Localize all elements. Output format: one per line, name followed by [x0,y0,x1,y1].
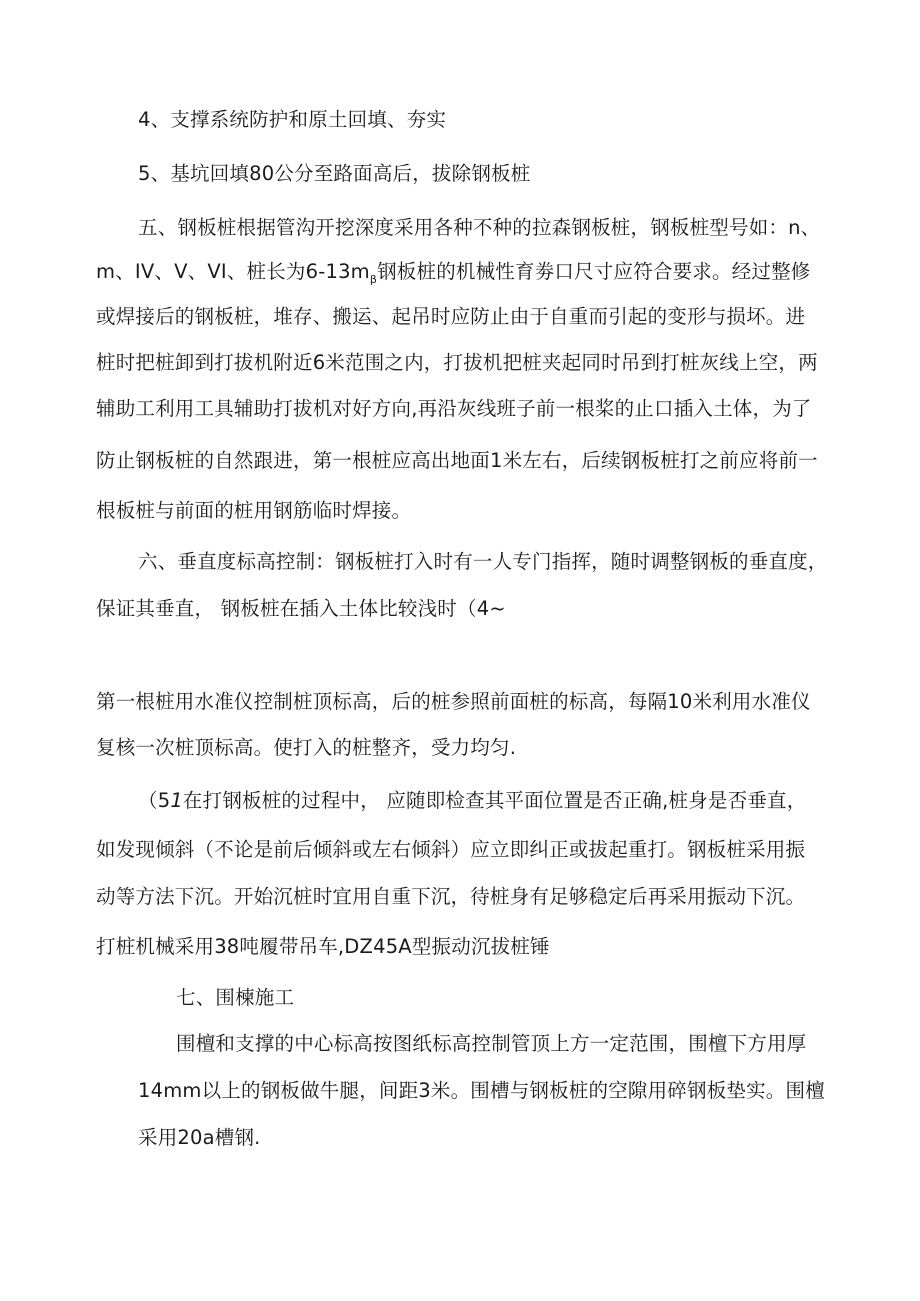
section-5-line-2-subscript: β [369,273,378,286]
section-7-line-2: 14mm以上的钢板做牛腿，间距3米。围槽与钢板桩的空隙用碎钢板垫实。围檀 [138,1079,825,1102]
section-5-line-6: 防止钢板桩的自然跟进，第一根桩应高出地面1米左右，后续钢板桩打之前应将前一 [96,449,818,472]
section-6-line-2: 保证其垂直， 钢板桩在插入土体比较浅时（4~ [96,597,506,620]
section-6-line-7: 动等方法下沉。开始沉桩时宜用自重下沉，待桩身有足够稳定后再采用振动下沉。 [96,885,806,908]
section-5-line-2-b: 钢板桩的机械性育劵口尺寸应符合要求。经过整修 [377,260,811,283]
section-6-line-4: 复核一次桩顶标高。使打入的桩整齐，受力均匀. [96,736,517,759]
section-5-line-1: 五、钢板桩根据管沟开挖深度采用各种不种的拉森钢板桩，钢板桩型号如：n、 [138,216,821,239]
section-5-line-3: 或焊接后的钢板桩，堆存、搬运、起吊时应防止由于自重而引起的变形与损坏。进 [96,305,806,328]
section-5-line-2 [96,260,811,292]
section-6-line-1: 六、垂直度标高控制：钢板桩打入时有一人专门指挥，随时调整钢板的垂直度， [138,550,828,573]
section-7-line-1: 围檀和支撑的中心标高按图纸标高控制管顶上方一定范围，围檀下方用厚 [176,1032,807,1055]
section-6-line-3: 第一根桩用水准仪控制桩顶标高，后的桩参照前面桩的标高，每隔10米利用水准仪 [96,690,811,713]
section-6-line-5 [138,789,806,813]
section-5-line-5: 辅助工利用工具辅助打拔机对好方向,再沿灰线班子前一根桨的止口插入土体，为了 [96,397,812,420]
section-6-line-5-prefix: （5 [138,789,171,812]
section-6-line-5-rest: 在打钢板桩的过程中， 应随即检查其平面位置是否正确,桩身是否垂直， [182,789,807,812]
section-6-line-6: 如发现倾斜（不论是前后倾斜或左右倾斜）应立即纠正或拔起重打。钢板桩采用振 [96,838,806,861]
section-7-line-3: 采用20a槽钢. [138,1126,261,1149]
section-5-line-7: 根板桩与前面的桩用钢筋临时焊接。 [96,499,412,522]
section-5-line-2-a: m、IV、V、VI、桩长为6-13m [96,260,370,283]
section-6-line-8: 打桩机械采用38吨履带吊车,DZ45A型振动沉拔桩锤 [96,935,550,958]
section-7-heading: 七、围楝施工 [176,986,295,1009]
item-5-text: 5、基坑回填80公分至路面高后，拔除钢板桩 [138,162,531,185]
section-5-line-4: 桩时把桩卸到打拔机附近6米范围之内，打拔机把桩夹起同时吊到打桩灰线上空，两 [96,351,818,374]
section-6-line-5-glyph: 1 [170,789,183,812]
item-4-text: 4、支撑系统防护和原土回填、夯实 [138,108,447,131]
